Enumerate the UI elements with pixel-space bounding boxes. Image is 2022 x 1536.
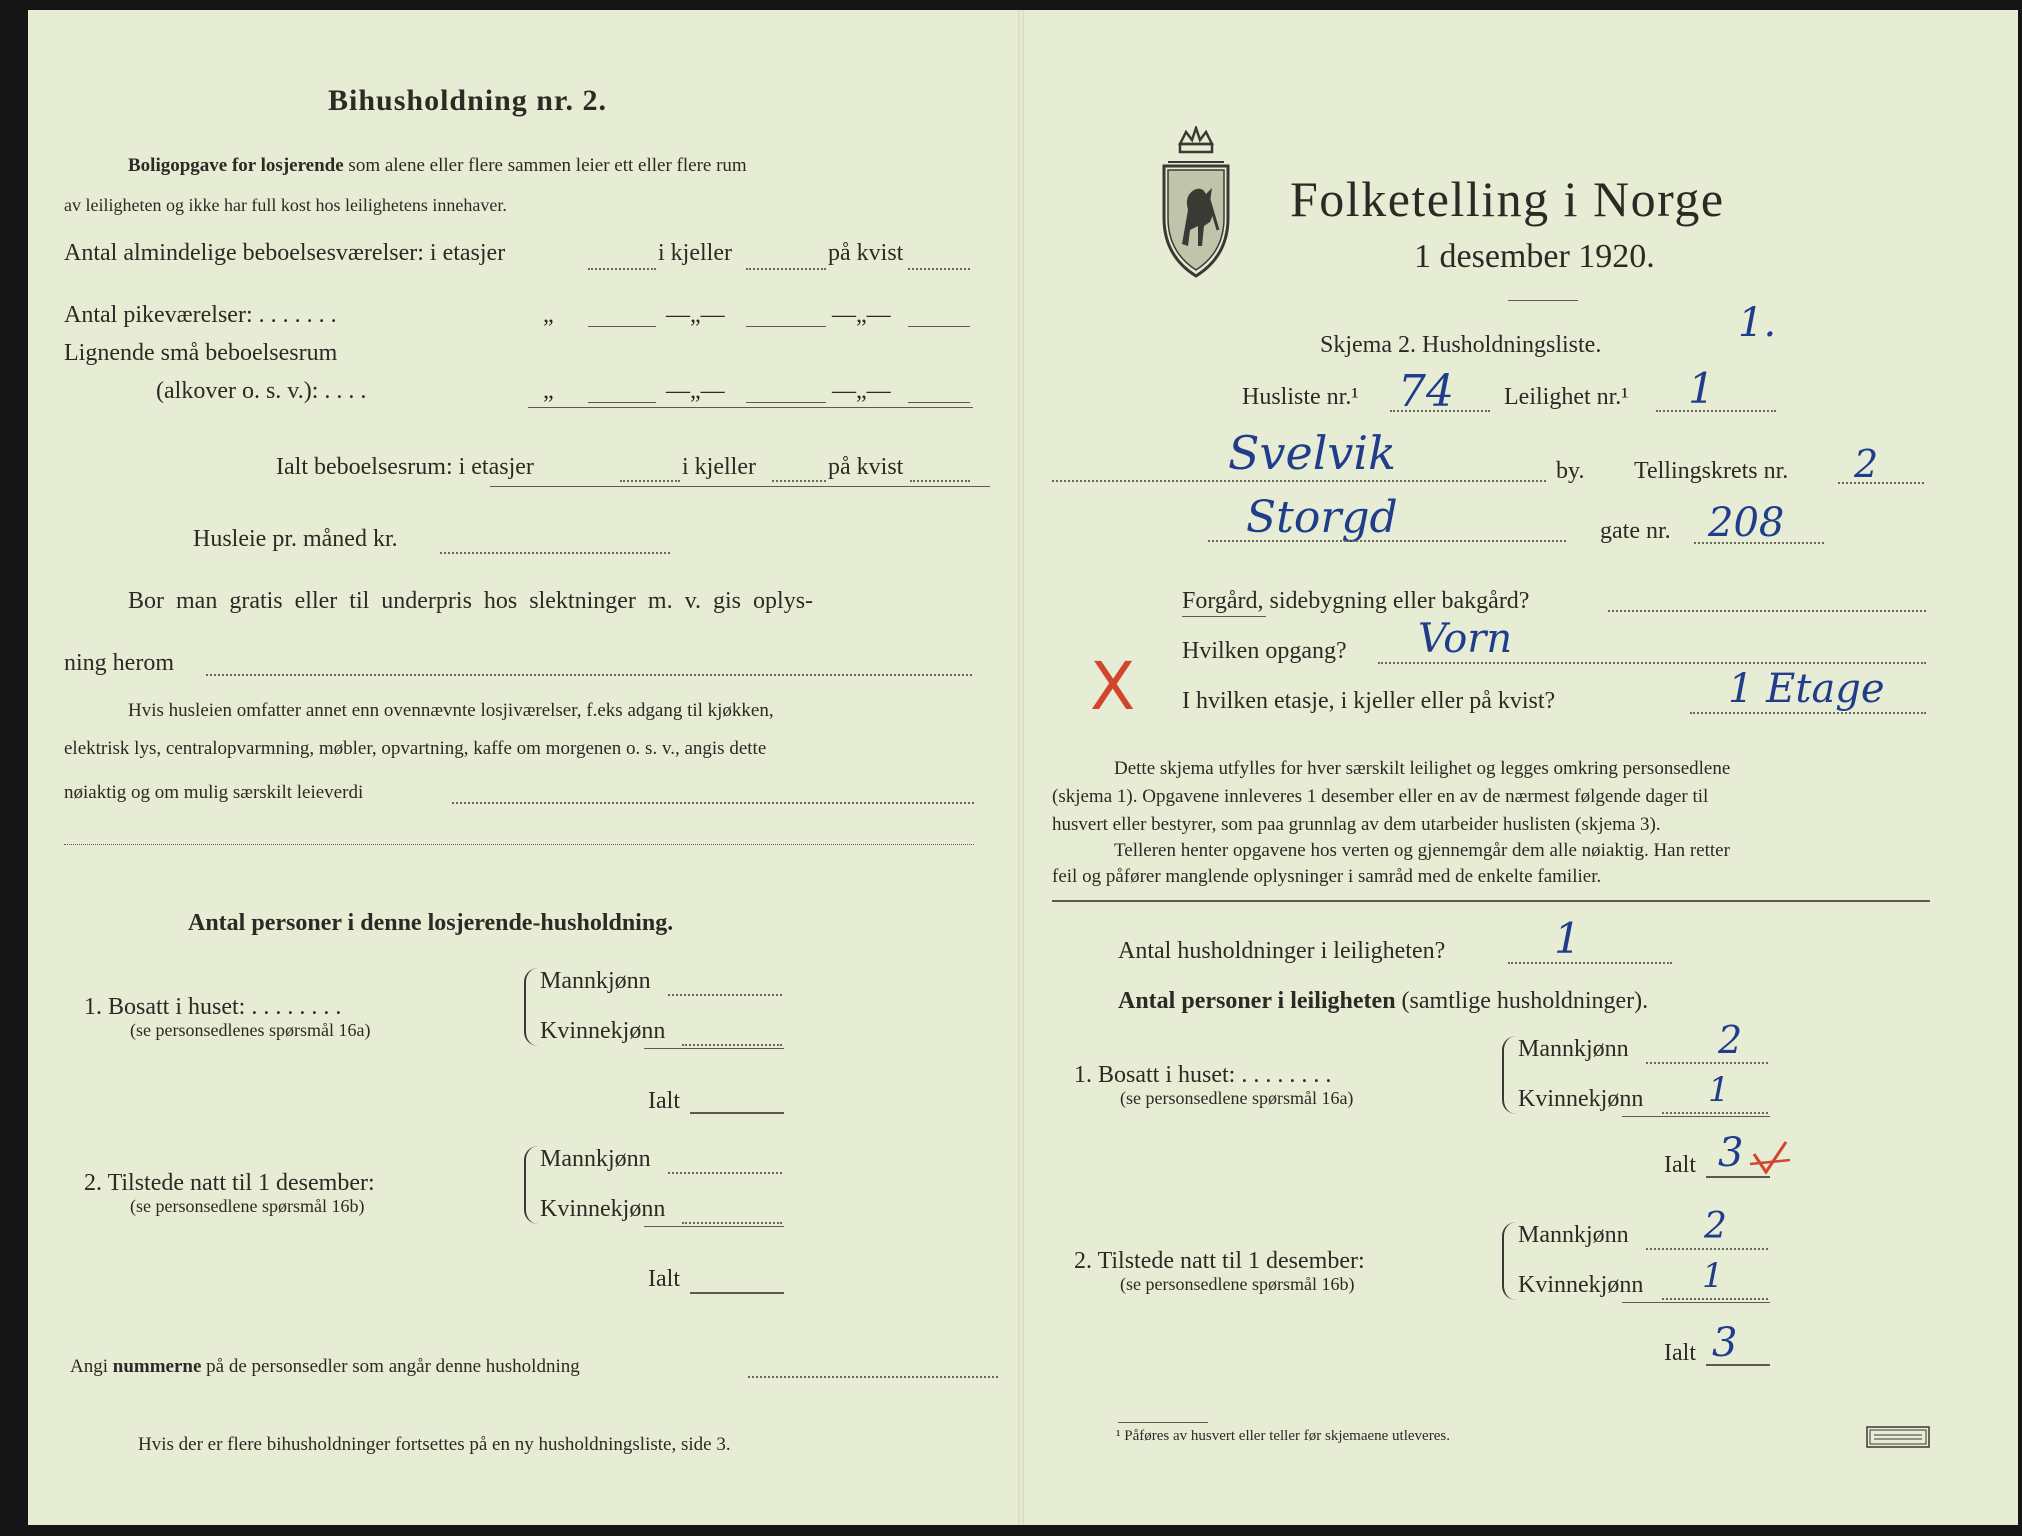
right-q1-male-line bbox=[1646, 1062, 1768, 1064]
right-q2-female-value: 1 bbox=[1702, 1256, 1724, 1296]
note-line1: Hvis husleien omfatter annet enn ovennævnte losjiværelser, f.eks adgang til kjøkken, bbox=[128, 700, 774, 721]
right-q1-total-label: Ialt bbox=[1664, 1152, 1696, 1178]
gate-value: 208 bbox=[1708, 500, 1785, 546]
rooms-row2-line-a bbox=[588, 326, 656, 327]
footnote-rule bbox=[1118, 1422, 1208, 1423]
note-line-2 bbox=[64, 844, 974, 845]
right-q1-female-value: 1 bbox=[1708, 1070, 1730, 1110]
husliste-label: Husliste nr.¹ bbox=[1242, 384, 1359, 410]
right-q1-female-label: Kvinnekjønn bbox=[1518, 1086, 1644, 1112]
right-q2-total-label: Ialt bbox=[1664, 1340, 1696, 1366]
rooms-row2-ditto: „ bbox=[543, 302, 554, 328]
left-q2-male-label: Mannkjønn bbox=[540, 1146, 651, 1172]
right-q2-rule bbox=[1622, 1302, 1770, 1303]
right-q2-brace bbox=[1502, 1222, 1516, 1300]
krets-value: 2 bbox=[1854, 442, 1879, 486]
left-q1-female-line bbox=[682, 1044, 782, 1046]
left-q1-female-label: Kvinnekjønn bbox=[540, 1018, 666, 1044]
rooms-row2-line-c bbox=[908, 326, 970, 327]
left-intro-bold: Boligopgave for losjerende bbox=[128, 155, 344, 176]
rooms-row3-dash-b: —„— bbox=[832, 378, 891, 404]
numbers-label-a: Angi bbox=[70, 1356, 108, 1377]
right-q2-total-line bbox=[1706, 1364, 1770, 1366]
left-q2-rule bbox=[644, 1226, 784, 1227]
rooms-row2-line-b bbox=[746, 326, 826, 327]
left-q2-label: 2. Tilstede natt til 1 desember: bbox=[84, 1170, 375, 1196]
note-line bbox=[452, 802, 974, 804]
left-intro-line2: av leiligheten og ikke har full kost hos leilighetens innehaver. bbox=[64, 195, 507, 215]
numbers-label-b: nummerne bbox=[112, 1356, 202, 1377]
left-intro-rest: som alene eller flere sammen leier ett eller flere rum bbox=[348, 155, 747, 176]
rooms-row3-line-a bbox=[588, 402, 656, 403]
printer-stamp-icon bbox=[1866, 1426, 1930, 1448]
rent-line bbox=[440, 552, 670, 554]
free-line1: Bor man gratis eller til underpris hos slektninger m. v. gis oplys- bbox=[128, 588, 814, 614]
right-q2-male-line bbox=[1646, 1248, 1768, 1250]
rooms-total-kjeller: i kjeller bbox=[682, 454, 756, 480]
left-q1-sub: (se personsedlenes spørsmål 16a) bbox=[130, 1020, 371, 1040]
rooms-total-kjeller-line bbox=[772, 480, 826, 482]
rooms-row1-label: Antal almindelige beboelsesværelser: i etasjer bbox=[64, 240, 506, 266]
right-q2-male-value: 2 bbox=[1704, 1206, 1727, 1247]
rooms-sum-rule bbox=[528, 407, 973, 408]
leilighet-label: Leilighet nr.¹ bbox=[1504, 384, 1629, 410]
right-q2-sub: (se personsedlene spørsmål 16b) bbox=[1120, 1274, 1355, 1294]
right-q1-total-check-icon bbox=[1750, 1138, 1790, 1178]
rent-label: Husleie pr. måned kr. bbox=[193, 526, 398, 552]
instr-divider bbox=[1052, 900, 1930, 902]
coat-of-arms-icon bbox=[1158, 126, 1234, 282]
right-q1-total-value: 3 bbox=[1718, 1130, 1744, 1176]
forgard-underline bbox=[1182, 616, 1266, 617]
leilighet-value: 1 bbox=[1688, 364, 1715, 413]
right-persons-heading bbox=[1118, 988, 1648, 1015]
instr-line1: Dette skjema utfylles for hver særskilt leilighet og legges omkring personsedlene bbox=[1114, 758, 1731, 779]
right-q1-female-line bbox=[1662, 1112, 1768, 1114]
free-line2: ning herom bbox=[64, 650, 174, 676]
left-q2-brace bbox=[524, 1146, 538, 1224]
rooms-row3-line-c bbox=[908, 402, 970, 403]
rooms-total-kvist: på kvist bbox=[828, 454, 904, 480]
numbers-label bbox=[70, 1356, 580, 1378]
left-title: Bihusholdning nr. 2. bbox=[328, 84, 608, 117]
rooms-row1-etasjer-line bbox=[588, 268, 656, 270]
left-q1-total-label: Ialt bbox=[648, 1088, 680, 1114]
rooms-row2-dash-a: —„— bbox=[666, 302, 725, 328]
left-footer: Hvis der er flere bihusholdninger fortsettes på en ny husholdningsliste, side 3. bbox=[138, 1434, 731, 1455]
rooms-row1-kjeller-line bbox=[746, 268, 826, 270]
etasje-value: 1 Etage bbox=[1728, 666, 1885, 712]
households-line bbox=[1508, 962, 1672, 964]
right-q1-sub: (se personsedlene spørsmål 16a) bbox=[1120, 1088, 1354, 1108]
rooms-row1-kvist-line bbox=[908, 268, 970, 270]
rooms-row2-label: Antal pikeværelser: . . . . . . . bbox=[64, 302, 337, 328]
etasje-line bbox=[1690, 712, 1926, 714]
households-value: 1 bbox=[1554, 914, 1581, 963]
right-q1-brace bbox=[1502, 1036, 1516, 1114]
husliste-line bbox=[1390, 410, 1490, 412]
schema-label: Skjema 2. Husholdningsliste. bbox=[1320, 332, 1602, 358]
red-check-mark: X bbox=[1090, 648, 1136, 725]
street-value: Storgd bbox=[1246, 492, 1398, 543]
right-date: 1 desember 1920. bbox=[1414, 238, 1655, 275]
right-q1-rule bbox=[1622, 1116, 1770, 1117]
right-q2-label: 2. Tilstede natt til 1 desember: bbox=[1074, 1248, 1365, 1274]
left-q2-female-label: Kvinnekjønn bbox=[540, 1196, 666, 1222]
gate-line bbox=[1694, 542, 1824, 544]
left-q2-sub: (se personsedlene spørsmål 16b) bbox=[130, 1196, 365, 1216]
rooms-row3-label-a: Lignende små beboelsesrum bbox=[64, 340, 338, 366]
left-persons-heading: Antal personer i denne losjerende-husholdning. bbox=[188, 910, 674, 936]
husliste-value: 74 bbox=[1398, 366, 1454, 417]
rooms-row1-kjeller: i kjeller bbox=[658, 240, 732, 266]
left-intro bbox=[128, 155, 747, 177]
right-q2-total-value: 3 bbox=[1712, 1320, 1738, 1366]
krets-line bbox=[1838, 482, 1924, 484]
left-q1-male-label: Mannkjønn bbox=[540, 968, 651, 994]
corner-mark: 1. bbox=[1738, 300, 1777, 346]
rooms-row3-line-b bbox=[746, 402, 826, 403]
rooms-row3-ditto: „ bbox=[543, 378, 554, 404]
city-line bbox=[1052, 480, 1546, 482]
households-label: Antal husholdninger i leiligheten? bbox=[1118, 938, 1446, 964]
rooms-total-underline bbox=[490, 486, 990, 487]
by-label: by. bbox=[1556, 458, 1585, 484]
gate-label: gate nr. bbox=[1600, 518, 1671, 544]
instr-line4: Telleren henter opgavene hos verten og gjennemgår dem alle nøiaktig. Han retter bbox=[1114, 840, 1730, 861]
footnote: ¹ Påføres av husvert eller teller før skjemaene utleveres. bbox=[1116, 1428, 1450, 1444]
rooms-total-label: Ialt beboelsesrum: i etasjer bbox=[276, 454, 534, 480]
note-line2: elektrisk lys, centralopvarmning, møbler, opvartning, kaffe om morgenen o. s. v., angis dette bbox=[64, 738, 767, 759]
rooms-total-etasjer-line bbox=[620, 480, 680, 482]
rooms-total-kvist-line bbox=[910, 480, 970, 482]
census-sheet bbox=[28, 10, 2018, 1525]
right-q2-male-label: Mannkjønn bbox=[1518, 1222, 1629, 1248]
right-q1-male-label: Mannkjønn bbox=[1518, 1036, 1629, 1062]
city-value: Svelvik bbox=[1228, 426, 1397, 480]
left-q2-total-line bbox=[690, 1292, 784, 1294]
instr-line3: husvert eller bestyrer, som paa grunnlag av dem utarbeider huslisten (skjema 3). bbox=[1052, 814, 1661, 835]
rooms-row2-dash-b: —„— bbox=[832, 302, 891, 328]
leilighet-line bbox=[1656, 410, 1776, 412]
left-q1-male-line bbox=[668, 994, 782, 996]
right-q1-male-value: 2 bbox=[1718, 1018, 1743, 1062]
left-q2-total-label: Ialt bbox=[648, 1266, 680, 1292]
rooms-row3-dash-a: —„— bbox=[666, 378, 725, 404]
rooms-row3-label-b: (alkover o. s. v.): . . . . bbox=[156, 378, 367, 404]
right-persons-heading-rest: (samtlige husholdninger). bbox=[1401, 988, 1649, 1014]
left-q1-brace bbox=[524, 968, 538, 1046]
left-q2-male-line bbox=[668, 1172, 782, 1174]
opgang-line bbox=[1378, 662, 1926, 664]
left-q1-rule bbox=[644, 1048, 784, 1049]
instr-line5: feil og påfører manglende oplysninger i samråd med de enkelte familier. bbox=[1052, 866, 1602, 887]
krets-label: Tellingskrets nr. bbox=[1634, 458, 1789, 484]
right-title: Folketelling i Norge bbox=[1290, 171, 1725, 227]
title-divider bbox=[1508, 300, 1578, 301]
forgard-line bbox=[1608, 610, 1926, 612]
right-q1-total-line bbox=[1706, 1176, 1770, 1178]
note-line3: nøiaktig og om mulig særskilt leieverdi bbox=[64, 782, 364, 803]
right-q2-female-line bbox=[1662, 1298, 1768, 1300]
opgang-label: Hvilken opgang? bbox=[1182, 638, 1347, 664]
opgang-value: Vorn bbox=[1418, 616, 1513, 662]
rooms-row1-kvist: på kvist bbox=[828, 240, 904, 266]
left-q1-total-line bbox=[690, 1112, 784, 1114]
right-persons-heading-bold: Antal personer i leiligheten bbox=[1118, 988, 1396, 1014]
left-q1-label: 1. Bosatt i huset: . . . . . . . . bbox=[84, 994, 342, 1020]
right-q2-female-label: Kvinnekjønn bbox=[1518, 1272, 1644, 1298]
instr-line2: (skjema 1). Opgavene innleveres 1 desember eller en av de nærmest følgende dager til bbox=[1052, 786, 1709, 807]
right-q1-label: 1. Bosatt i huset: . . . . . . . . bbox=[1074, 1062, 1332, 1088]
numbers-line bbox=[748, 1376, 998, 1378]
etasje-label: I hvilken etasje, i kjeller eller på kvist? bbox=[1182, 688, 1556, 714]
numbers-label-c: på de personsedler som angår denne husholdning bbox=[206, 1356, 580, 1377]
forgard-label: Forgård, sidebygning eller bakgård? bbox=[1182, 588, 1530, 614]
left-q2-female-line bbox=[682, 1222, 782, 1224]
free-line bbox=[206, 674, 972, 676]
street-line bbox=[1208, 540, 1566, 542]
